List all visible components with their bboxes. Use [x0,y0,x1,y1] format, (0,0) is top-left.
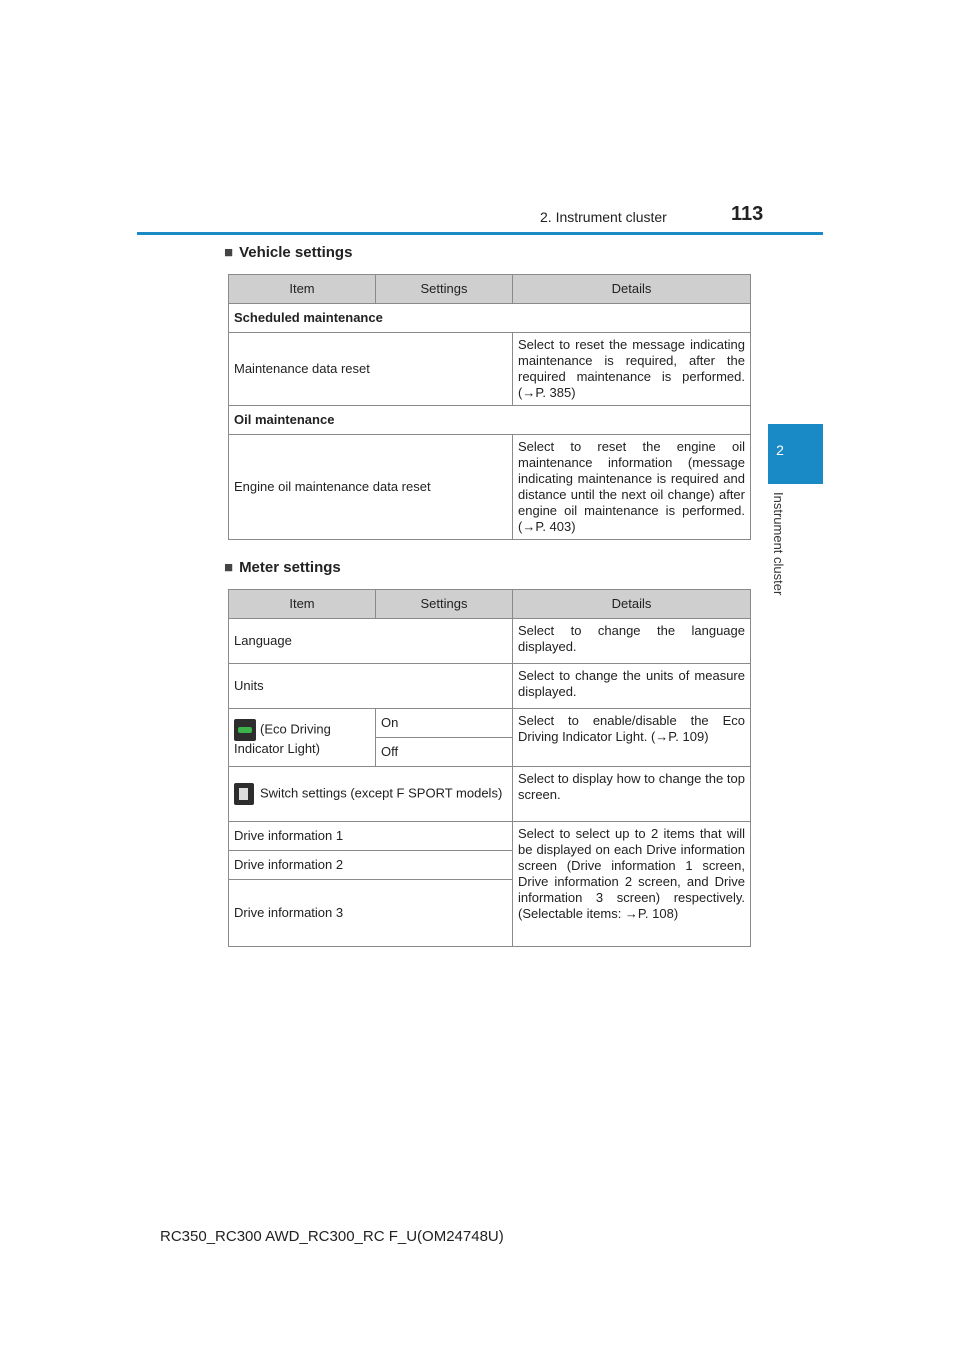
item-engine-oil-data-reset: Engine oil maintenance data reset [229,435,513,540]
table-header-row [229,590,751,619]
document-footer: RC350_RC300 AWD_RC300_RC F_U(OM24748U) [160,1228,504,1245]
detail-units: Select to change the units of measure displayed. [513,664,751,709]
chapter-tab [768,424,823,484]
table-row [229,435,751,540]
meter-settings-heading [224,559,341,576]
setting-eco-off: Off [376,738,513,767]
vehicle-settings-title: Vehicle settings [239,244,353,261]
eco-indicator-icon [234,719,256,741]
table-group-row [229,406,751,435]
detail-drive-information: Select to select up to 2 items that will be displayed on each Drive information screen (Drive information 1 screen, Drive information 2 screen, and Drive information 3 screen) respectively. (Selectable items: →P. 108) [513,822,751,947]
vehicle-settings-table [228,274,751,540]
table-row [229,709,751,738]
column-header-item: Item [229,590,376,619]
page-number: 113 [731,203,764,225]
item-eco-indicator-label: (Eco Driving Indicator Light) [234,720,331,756]
table-row [229,664,751,709]
column-header-details: Details [513,590,751,619]
square-bullet-icon: ■ [224,244,234,261]
detail-switch-settings: Select to display how to change the top screen. [513,767,751,822]
item-eco-indicator [229,709,376,767]
switch-icon [234,783,254,805]
detail-language: Select to change the language displayed. [513,619,751,664]
table-row [229,333,751,406]
setting-eco-on: On [376,709,513,738]
meter-settings-table [228,589,751,947]
chapter-number: 2 [776,442,784,458]
detail-engine-oil-data-reset: Select to reset the engine oil maintenance information (message indicating maintenance is required and distance until the next oil change) after engine oil maintenance is performed. (→P. 403) [513,435,751,540]
vehicle-settings-heading [224,244,352,261]
table-row [229,822,751,851]
item-drive-information-3: Drive information 3 [229,880,513,947]
item-drive-information-2: Drive information 2 [229,851,513,880]
table-header-row [229,275,751,304]
item-switch-settings [229,767,513,822]
item-drive-information-1: Drive information 1 [229,822,513,851]
chapter-label [772,492,786,604]
column-header-details: Details [513,275,751,304]
item-language: Language [229,619,513,664]
column-header-item: Item [229,275,376,304]
meter-settings-title: Meter settings [239,559,341,576]
column-header-settings: Settings [376,275,513,304]
detail-eco-indicator: Select to enable/disable the Eco Driving Indicator Light. (→P. 109) [513,709,751,767]
group-oil-maintenance: Oil maintenance [229,406,751,435]
item-switch-settings-label: Switch settings (except F SPORT models) [260,785,503,801]
table-row [229,767,751,822]
table-row [229,619,751,664]
chapter-label-text: Instrument cluster [771,492,786,596]
item-units: Units [229,664,513,709]
section-header: 2. Instrument cluster [540,209,667,225]
item-maintenance-data-reset: Maintenance data reset [229,333,513,406]
detail-maintenance-data-reset: Select to reset the message indicating maintenance is required, after the required maintenance is performed. (→P. 385) [513,333,751,406]
square-bullet-icon: ■ [224,559,234,576]
header-rule [137,232,823,235]
group-scheduled-maintenance: Scheduled maintenance [229,304,751,333]
column-header-settings: Settings [376,590,513,619]
table-group-row [229,304,751,333]
